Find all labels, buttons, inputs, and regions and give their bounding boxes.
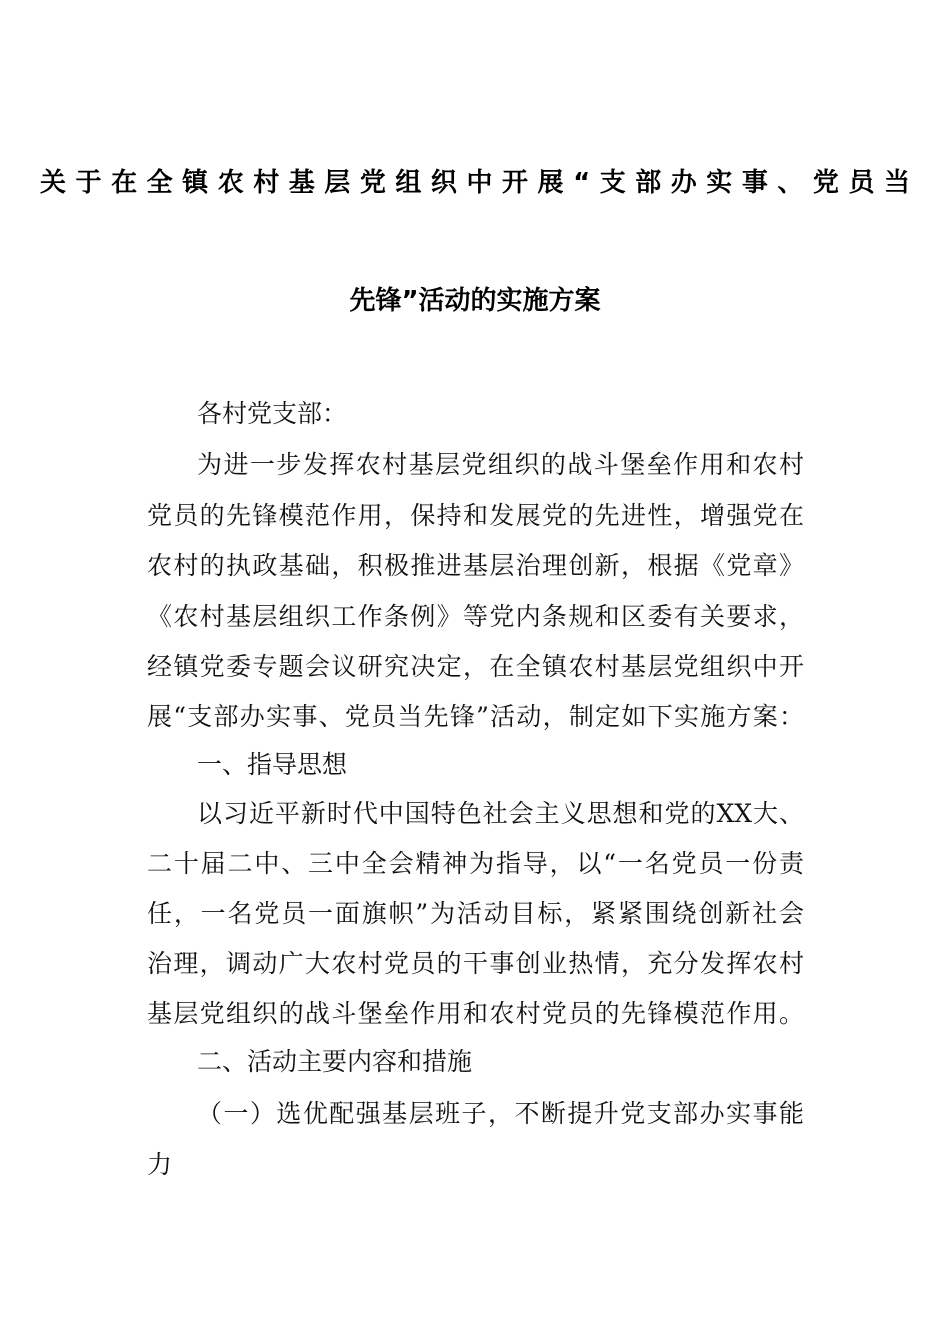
salutation: 各村党支部： xyxy=(197,399,348,428)
intro-line: 《农村基层组织工作条例》等党内条规和区委有关要求， xyxy=(147,602,804,631)
subsection-heading-line: （一）选优配强基层班子，不断提升党支部办实事能 xyxy=(197,1099,804,1128)
document-title-line-1: 关于在全镇农村基层党组织中开展“支部办实事、党员当 xyxy=(40,168,910,198)
section-body-line: 任，一名党员一面旗帜”为活动目标，紧紧围绕创新社会 xyxy=(147,899,804,928)
section-heading: 二、活动主要内容和措施 xyxy=(197,1047,473,1076)
section-body-line: 以习近平新时代中国特色社会主义思想和党的XX大、 xyxy=(197,799,804,828)
intro-line: 为进一步发挥农村基层党组织的战斗堡垒作用和农村 xyxy=(197,450,804,479)
document-title-line-2: 先锋”活动的实施方案 xyxy=(349,286,601,316)
intro-line: 展“支部办实事、党员当先锋”活动，制定如下实施方案： xyxy=(147,702,804,731)
section-body-line: 二十届二中、三中全会精神为指导，以“一名党员一份责 xyxy=(147,849,804,878)
intro-line: 经镇党委专题会议研究决定，在全镇农村基层党组织中开 xyxy=(147,652,804,681)
intro-line: 农村的执政基础，积极推进基层治理创新，根据《党章》 xyxy=(147,551,804,580)
intro-line: 党员的先锋模范作用，保持和发展党的先进性，增强党在 xyxy=(147,501,804,530)
subsection-heading-line: 力 xyxy=(147,1150,173,1179)
section-body-line: 治理，调动广大农村党员的干事创业热情，充分发挥农村 xyxy=(147,949,804,978)
section-body-line: 基层党组织的战斗堡垒作用和农村党员的先锋模范作用。 xyxy=(147,999,804,1028)
section-heading: 一、指导思想 xyxy=(197,750,348,779)
